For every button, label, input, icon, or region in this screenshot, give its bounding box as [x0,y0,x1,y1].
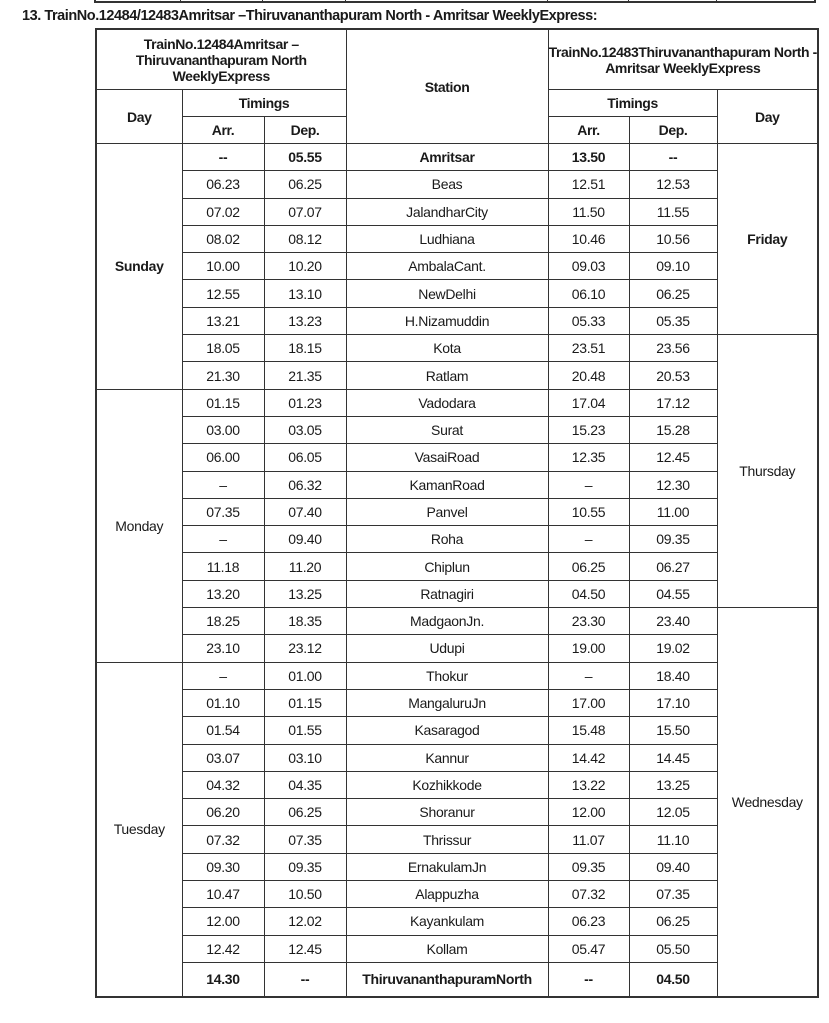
station-name: ErnakulamJn [346,853,548,880]
arrival-12484: 01.15 [182,389,264,416]
table-row [96,444,818,471]
departure-12484: 01.15 [264,689,346,716]
station-name: Kozhikkode [346,771,548,798]
departure-12484: 03.10 [264,744,346,771]
arrival-12483: 05.47 [548,935,629,962]
departure-12484: 03.05 [264,416,346,443]
departure-12484: 06.05 [264,444,346,471]
station-name: Alappuzha [346,881,548,908]
table-row [96,416,818,443]
arrival-12484: 14.30 [182,962,264,997]
departure-12483: 15.28 [629,416,717,443]
departure-12483: 05.35 [629,307,717,334]
departure-12484: 18.35 [264,608,346,635]
departure-12484: 05.55 [264,144,346,171]
arrival-12483: 10.55 [548,498,629,525]
arrival-12484: 07.35 [182,498,264,525]
departure-12483: 09.35 [629,526,717,553]
departure-12483: 07.35 [629,881,717,908]
departure-12484: 12.02 [264,908,346,935]
table-row [96,225,818,252]
station-name: MadgaonJn. [346,608,548,635]
station-name: Kollam [346,935,548,962]
departure-12484: 07.40 [264,498,346,525]
table-row [96,553,818,580]
table-row [96,389,818,416]
right-day-header: Day [717,90,818,144]
departure-12484: 06.32 [264,471,346,498]
arrival-12483: 15.48 [548,717,629,744]
arrival-12483: 11.07 [548,826,629,853]
table-row [96,608,818,635]
arrival-12484: 11.18 [182,553,264,580]
station-name: Shoranur [346,799,548,826]
arrival-12484: 04.32 [182,771,264,798]
departure-12483: 09.40 [629,853,717,880]
arrival-12484: 01.10 [182,689,264,716]
arrival-12483: 15.23 [548,416,629,443]
right-dep-header: Dep. [629,117,717,144]
left-day-cell: Sunday [96,144,182,390]
arrival-12484: 18.05 [182,335,264,362]
departure-12484: 18.15 [264,335,346,362]
arrival-12483: – [548,662,629,689]
departure-12484: 04.35 [264,771,346,798]
right-day-cell: Friday [717,144,818,335]
arrival-12484: 18.25 [182,608,264,635]
previous-table-fragment [94,0,816,3]
table-row [96,471,818,498]
table-row [96,362,818,389]
right-train-title: TrainNo.12483Thiruvananthapuram North - Amritsar WeeklyExpress [548,29,818,90]
arrival-12483: 06.10 [548,280,629,307]
departure-12483: 04.50 [629,962,717,997]
section-heading: 13. TrainNo.12484/12483Amritsar –Thiruvananthapuram North - Amritsar WeeklyExpress: [22,8,598,24]
departure-12484: 12.45 [264,935,346,962]
departure-12484: 09.40 [264,526,346,553]
table-row [96,826,818,853]
departure-12483: 06.25 [629,280,717,307]
station-name: ThiruvananthapuramNorth [346,962,548,997]
departure-12483: 23.40 [629,608,717,635]
departure-12483: 12.45 [629,444,717,471]
arrival-12483: 13.50 [548,144,629,171]
table-row [96,335,818,362]
departure-12483: 05.50 [629,935,717,962]
arrival-12483: 23.30 [548,608,629,635]
arrival-12483: 20.48 [548,362,629,389]
station-name: JalandharCity [346,198,548,225]
station-name: Amritsar [346,144,548,171]
left-day-cell: Tuesday [96,662,182,997]
departure-12483: 17.12 [629,389,717,416]
departure-12484: 11.20 [264,553,346,580]
arrival-12484: 21.30 [182,362,264,389]
departure-12483: 15.50 [629,717,717,744]
table-row [96,171,818,198]
arrival-12484: – [182,662,264,689]
departure-12484: 23.12 [264,635,346,662]
left-day-cell: Monday [96,389,182,662]
departure-12483: 12.05 [629,799,717,826]
departure-12484: 10.20 [264,253,346,280]
arrival-12484: 09.30 [182,853,264,880]
station-name: Panvel [346,498,548,525]
arrival-12484: 03.07 [182,744,264,771]
arrival-12483: -- [548,962,629,997]
station-name: MangaluruJn [346,689,548,716]
table-row [96,253,818,280]
arrival-12483: – [548,471,629,498]
table-row [96,526,818,553]
station-name: Kota [346,335,548,362]
table-row [96,635,818,662]
right-arr-header: Arr. [548,117,629,144]
departure-12483: 11.00 [629,498,717,525]
right-day-cell: Thursday [717,335,818,608]
departure-12484: 10.50 [264,881,346,908]
departure-12484: 06.25 [264,171,346,198]
departure-12484: 07.35 [264,826,346,853]
departure-12483: 12.53 [629,171,717,198]
arrival-12484: 12.00 [182,908,264,935]
table-row [96,662,818,689]
arrival-12483: 12.00 [548,799,629,826]
station-name: KamanRoad [346,471,548,498]
arrival-12483: 14.42 [548,744,629,771]
departure-12483: 06.27 [629,553,717,580]
right-day-cell: Wednesday [717,608,818,997]
departure-12483: 09.10 [629,253,717,280]
arrival-12484: -- [182,144,264,171]
station-name: VasaiRoad [346,444,548,471]
station-name: NewDelhi [346,280,548,307]
table-row [96,744,818,771]
station-name: Kasaragod [346,717,548,744]
arrival-12484: 23.10 [182,635,264,662]
table-row [96,881,818,908]
table-row [96,799,818,826]
station-name: Chiplun [346,553,548,580]
arrival-12483: 07.32 [548,881,629,908]
arrival-12483: 05.33 [548,307,629,334]
station-name: Thokur [346,662,548,689]
departure-12483: 11.10 [629,826,717,853]
table-row [96,498,818,525]
departure-12483: 04.55 [629,580,717,607]
station-header: Station [346,29,548,144]
left-timings-header: Timings [182,90,346,117]
table-row [96,935,818,962]
left-arr-header: Arr. [182,117,264,144]
arrival-12484: 10.47 [182,881,264,908]
departure-12483: 11.55 [629,198,717,225]
departure-12484: 21.35 [264,362,346,389]
arrival-12484: 01.54 [182,717,264,744]
right-timings-header: Timings [548,90,717,117]
departure-12484: 13.23 [264,307,346,334]
arrival-12484: 08.02 [182,225,264,252]
left-day-header: Day [96,90,182,144]
arrival-12484: 06.23 [182,171,264,198]
train-timetable [95,28,819,998]
arrival-12484: 13.20 [182,580,264,607]
arrival-12484: 13.21 [182,307,264,334]
station-name: Ratnagiri [346,580,548,607]
arrival-12483: 13.22 [548,771,629,798]
departure-12483: 12.30 [629,471,717,498]
departure-12484: 13.25 [264,580,346,607]
arrival-12483: 09.35 [548,853,629,880]
arrival-12484: 12.55 [182,280,264,307]
left-train-title: TrainNo.12484Amritsar – Thiruvananthapuram North WeeklyExpress [96,29,346,90]
timetable-body [96,144,818,997]
station-name: Ludhiana [346,225,548,252]
station-name: Roha [346,526,548,553]
departure-12484: 06.25 [264,799,346,826]
arrival-12483: 12.35 [548,444,629,471]
arrival-12483: 19.00 [548,635,629,662]
departure-12483: 23.56 [629,335,717,362]
departure-12483: 10.56 [629,225,717,252]
departure-12483: 18.40 [629,662,717,689]
station-name: Kayankulam [346,908,548,935]
arrival-12483: 12.51 [548,171,629,198]
departure-12483: 06.25 [629,908,717,935]
arrival-12483: 06.25 [548,553,629,580]
table-row [96,144,818,171]
arrival-12483: 23.51 [548,335,629,362]
departure-12483: 14.45 [629,744,717,771]
table-row [96,689,818,716]
station-name: Thrissur [346,826,548,853]
arrival-12484: – [182,526,264,553]
station-name: Beas [346,171,548,198]
table-row [96,853,818,880]
table-row [96,908,818,935]
station-name: Udupi [346,635,548,662]
station-name: Vadodara [346,389,548,416]
arrival-12483: 17.04 [548,389,629,416]
station-name: Ratlam [346,362,548,389]
departure-12484: 09.35 [264,853,346,880]
arrival-12483: 06.23 [548,908,629,935]
arrival-12484: 07.02 [182,198,264,225]
departure-12483: -- [629,144,717,171]
arrival-12484: 06.20 [182,799,264,826]
arrival-12484: 06.00 [182,444,264,471]
station-name: Surat [346,416,548,443]
departure-12484: 01.00 [264,662,346,689]
departure-12484: 01.23 [264,389,346,416]
table-row [96,198,818,225]
table-row [96,962,818,997]
table-row [96,771,818,798]
arrival-12484: 03.00 [182,416,264,443]
arrival-12483: 17.00 [548,689,629,716]
station-name: AmbalaCant. [346,253,548,280]
departure-12484: 13.10 [264,280,346,307]
departure-12484: -- [264,962,346,997]
departure-12483: 20.53 [629,362,717,389]
table-row [96,580,818,607]
table-row [96,280,818,307]
station-name: Kannur [346,744,548,771]
station-name: H.Nizamuddin [346,307,548,334]
departure-12484: 01.55 [264,717,346,744]
departure-12483: 19.02 [629,635,717,662]
arrival-12484: 10.00 [182,253,264,280]
table-row [96,307,818,334]
arrival-12484: – [182,471,264,498]
arrival-12483: 09.03 [548,253,629,280]
left-dep-header: Dep. [264,117,346,144]
departure-12483: 13.25 [629,771,717,798]
arrival-12483: 04.50 [548,580,629,607]
arrival-12484: 07.32 [182,826,264,853]
departure-12483: 17.10 [629,689,717,716]
table-row [96,717,818,744]
departure-12484: 08.12 [264,225,346,252]
arrival-12483: – [548,526,629,553]
arrival-12483: 11.50 [548,198,629,225]
arrival-12484: 12.42 [182,935,264,962]
arrival-12483: 10.46 [548,225,629,252]
departure-12484: 07.07 [264,198,346,225]
